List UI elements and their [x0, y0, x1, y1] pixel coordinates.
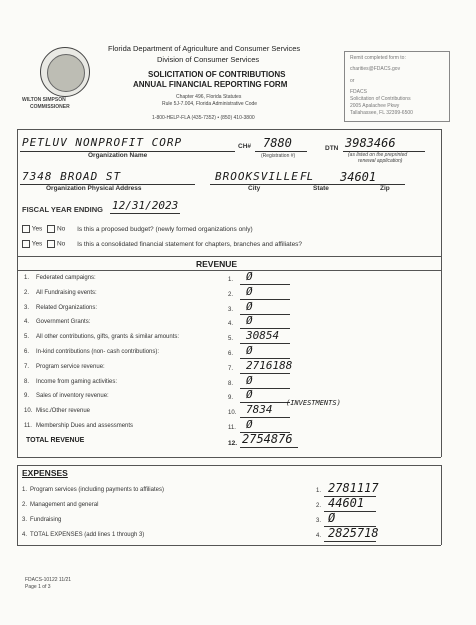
statute-line: Chapter 496, Florida Statutes — [176, 94, 242, 100]
expense-amount-field[interactable]: 2825718 — [328, 526, 379, 540]
expense-row-number: 1. — [22, 487, 28, 493]
revenue-row-label: Sales of inventory revenue: — [36, 393, 109, 400]
main-top-border — [17, 129, 441, 130]
revenue-row-label: Membership Dues and assessments — [36, 423, 134, 429]
question-budget — [22, 225, 253, 233]
main-left-border — [17, 129, 18, 457]
expense-row-text: Management and general — [30, 502, 99, 508]
expense-line-number: 3. — [316, 518, 322, 524]
revenue-row-label: Misc./Other revenue — [36, 408, 91, 415]
ch-sub: (Registration #) — [261, 153, 296, 159]
revenue-row-number: 4. — [24, 319, 30, 326]
consolidated-question-text: Is this a consolidated financial statement for chapters, branches and affiliates? — [77, 240, 303, 248]
expense-amount-field[interactable]: Ø — [328, 511, 336, 525]
main-bottom-border — [17, 457, 441, 458]
address-label: Organization Physical Address — [46, 185, 142, 192]
commissioner-name: WILTON SIMPSON — [22, 97, 66, 103]
address-value[interactable]: 7348 BROAD ST — [22, 170, 122, 183]
revenue-line-number: 10. — [228, 410, 237, 417]
expenses-bottom-border — [17, 545, 441, 546]
budget-question-text: Is this a proposed budget? (newly formed organizations only) — [77, 225, 253, 233]
zip-label: Zip — [380, 185, 390, 192]
form-title-1: SOLICITATION OF CONTRIBUTIONS — [148, 70, 286, 79]
consolidated-no-label: No — [56, 240, 66, 248]
revenue-row-label: Program service revenue: — [36, 363, 105, 370]
total-revenue-line-number: 12. — [228, 440, 238, 447]
dept-line2: Division of Consumer Services — [157, 55, 260, 64]
checkbox-consolidated-yes[interactable] — [22, 240, 30, 248]
revenue-row-label: All Fundraising events: — [36, 289, 97, 296]
revenue-row-label: In-kind contributions (non- cash contributions): — [36, 349, 160, 355]
revenue-amount-field[interactable]: 30854 — [246, 329, 280, 343]
submit-street: 2005 Apalachee Pkwy — [350, 103, 400, 109]
revenue-line-number: 2. — [228, 291, 234, 298]
rule-line: Rule 5J-7.004, Florida Administrative Code — [162, 101, 258, 107]
budget-yes-label: Yes — [31, 225, 43, 233]
revenue-amount-field[interactable]: Ø — [246, 418, 253, 431]
expense-amount-field[interactable]: 44601 — [328, 496, 365, 510]
revenue-amount-field[interactable]: Ø — [246, 344, 253, 357]
submit-agency: FDACS — [350, 89, 367, 95]
revenue-row-label: Income from gaming activities: — [36, 378, 118, 385]
expense-line-number: 4. — [316, 533, 322, 539]
revenue-row-label: Federated campaigns: — [36, 275, 96, 281]
total-revenue-value[interactable]: 2754876 — [242, 432, 293, 446]
revenue-row-number: 2. — [24, 289, 30, 296]
fiscal-year-label: FISCAL YEAR ENDING — [22, 205, 103, 214]
revenue-amount-field[interactable]: Ø — [246, 314, 253, 328]
ch-value[interactable]: 7880 — [263, 136, 292, 150]
form-number: FDACS-10122 11/21 — [25, 577, 72, 583]
revenue-row-number: 8. — [24, 378, 30, 385]
expense-line-number: 1. — [316, 488, 322, 494]
dept-line1: Florida Department of Agriculture and Consumer Services — [108, 44, 301, 53]
city-value[interactable]: BROOKSVILLE — [215, 170, 299, 183]
submit-box — [344, 51, 450, 122]
revenue-top-rule — [17, 256, 441, 257]
revenue-amount-field[interactable]: 2716188 — [246, 358, 293, 372]
city-label: City — [248, 185, 261, 192]
revenue-amount-field[interactable]: Ø — [246, 284, 253, 298]
revenue-row-number: 10. — [24, 408, 33, 415]
form-title-2: ANNUAL FINANCIAL REPORTING FORM — [133, 80, 288, 89]
expense-amount-line — [324, 541, 376, 542]
submit-division: Solicitation of Contributions — [350, 96, 411, 102]
revenue-row-label: Related Organizations: — [36, 304, 98, 311]
state-label: State — [313, 185, 329, 192]
city-state-zip-line — [210, 184, 405, 185]
expense-line-number: 2. — [316, 503, 322, 509]
org-name-value[interactable]: PETLUV NONPROFIT CORP — [22, 136, 183, 149]
expense-row-text: Program services (including payments to affiliates) — [30, 487, 164, 493]
revenue-row-label: All other contributions, gifts, grants & similar amounts: — [36, 334, 180, 341]
fiscal-year-line — [110, 213, 180, 214]
state-value[interactable]: FL — [300, 170, 314, 183]
dtn-sub-2: renewal application) — [358, 158, 403, 164]
expenses-top-border — [17, 465, 441, 466]
submit-email: charities@FDACS.gov — [350, 66, 401, 72]
revenue-line-number: 1. — [228, 277, 234, 283]
expenses-left-border — [17, 465, 18, 545]
revenue-amount-field[interactable]: Ø — [246, 270, 253, 283]
revenue-row-number: 5. — [24, 334, 30, 341]
revenue-amount-field[interactable]: Ø — [246, 373, 253, 387]
revenue-line-number: 3. — [228, 306, 234, 313]
main-right-border — [441, 129, 442, 457]
submit-city: Tallahassee, FL 32399-6500 — [350, 110, 413, 116]
revenue-line-number: 6. — [228, 351, 234, 357]
checkbox-consolidated-no[interactable] — [47, 240, 55, 248]
revenue-amount-field[interactable]: Ø — [246, 299, 253, 313]
revenue-line-number: 7. — [228, 365, 234, 372]
expense-row-number: 3. — [22, 517, 28, 523]
page-number: Page 1 of 3 — [25, 584, 51, 590]
ch-label: CH# — [238, 143, 252, 150]
revenue-row-label: Government Grants: — [36, 319, 91, 326]
ch-line — [255, 151, 307, 152]
checkbox-budget-yes[interactable] — [22, 225, 30, 233]
revenue-title-rule — [17, 270, 441, 271]
revenue-amount-field[interactable]: 7834 — [246, 403, 273, 417]
expense-row-number: 2. — [22, 502, 28, 508]
revenue-row-number: 3. — [24, 304, 30, 311]
revenue-row-number: 11. — [24, 423, 32, 429]
submit-or: or — [350, 78, 355, 84]
org-name-label: Organization Name — [88, 152, 148, 159]
revenue-line-number: 11. — [228, 425, 236, 431]
expense-row-label — [22, 517, 61, 523]
consolidated-yes-label: Yes — [31, 240, 43, 248]
dtn-label: DTN — [325, 145, 339, 152]
revenue-title: REVENUE — [196, 259, 238, 269]
total-revenue-line — [240, 447, 298, 448]
phone-line: 1-800-HELP-FLA (435-7352) • (850) 410-3800 — [152, 115, 255, 121]
revenue-line-number: 8. — [228, 380, 234, 387]
revenue-line-number: 9. — [228, 395, 234, 402]
revenue-row-number: 1. — [24, 275, 30, 281]
expense-row-number: 4. — [22, 532, 28, 538]
submit-line-1: Remit completed form to: — [350, 55, 406, 61]
revenue-row-number: 6. — [24, 349, 30, 355]
budget-no-label: No — [56, 225, 66, 233]
zip-value[interactable]: 34601 — [340, 170, 377, 184]
expense-amount-field[interactable]: 2781117 — [328, 481, 379, 495]
expense-row-text: TOTAL EXPENSES (add lines 1 through 3) — [30, 532, 145, 538]
expense-row-text: Fundraising — [30, 517, 62, 523]
expense-row-label — [22, 502, 98, 508]
question-consolidated — [22, 240, 302, 248]
fiscal-year-value[interactable]: 12/31/2023 — [112, 199, 179, 212]
revenue-row-number: 9. — [24, 393, 30, 400]
revenue-line-number: 4. — [228, 321, 234, 328]
total-revenue-label: TOTAL REVENUE — [26, 437, 85, 444]
expense-row-label — [22, 532, 144, 538]
checkbox-budget-no[interactable] — [47, 225, 55, 233]
revenue-line-number: 5. — [228, 336, 234, 343]
revenue-amount-field[interactable]: Ø — [246, 388, 253, 402]
expenses-title: EXPENSES — [22, 468, 68, 478]
commissioner-title: COMMISSIONER — [30, 104, 70, 110]
expenses-right-border — [441, 465, 442, 545]
investments-note: (INVESTMENTS) — [286, 399, 341, 407]
dtn-sub-1: (as listed on the preprinted — [348, 152, 408, 158]
state-seal-icon — [40, 47, 90, 97]
dtn-value[interactable]: 3983466 — [345, 136, 396, 150]
revenue-row-number: 7. — [24, 363, 30, 370]
expense-row-label — [22, 487, 164, 493]
